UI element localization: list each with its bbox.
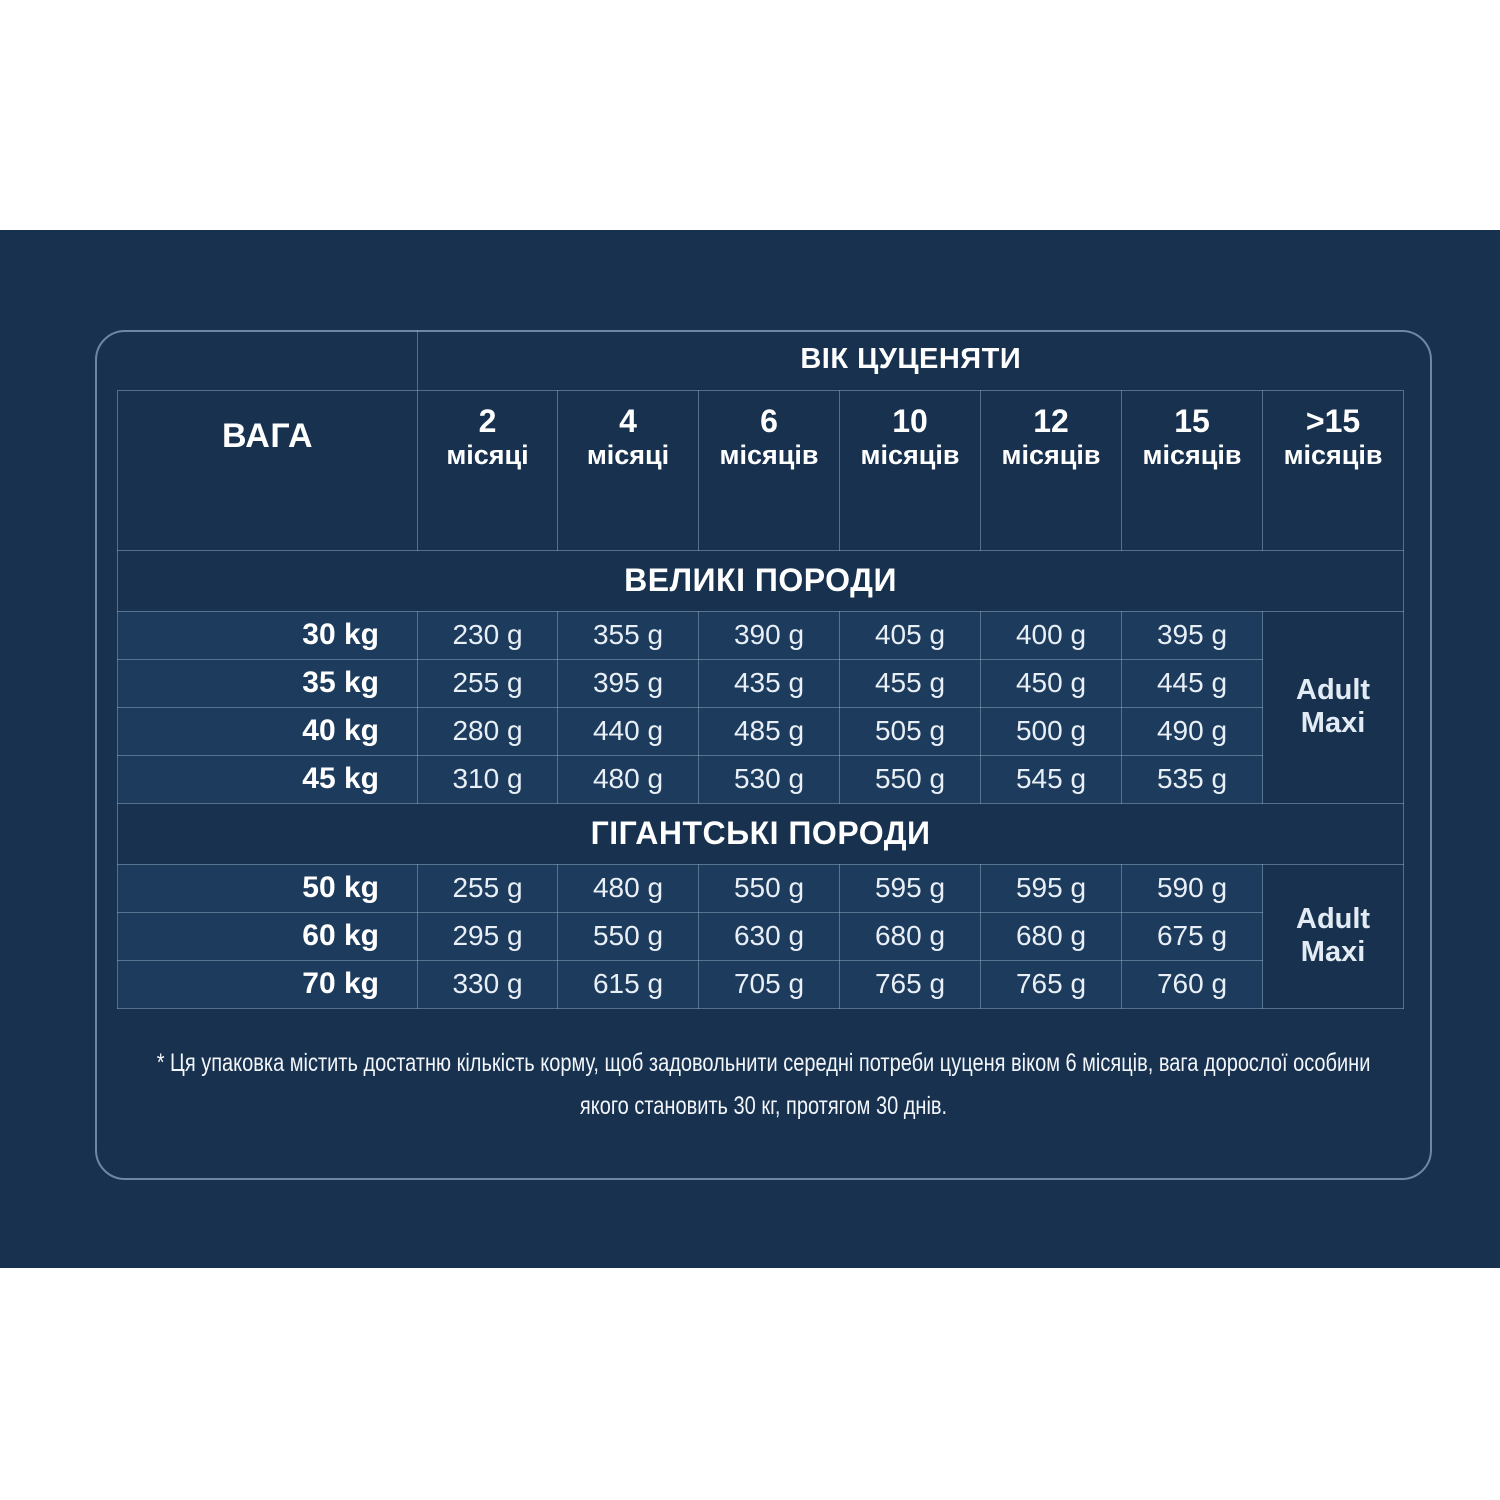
age-unit: місяців bbox=[1283, 439, 1383, 470]
age-unit: місяців bbox=[1001, 439, 1101, 470]
section-header-row-large-breeds bbox=[118, 550, 1404, 611]
amount-cell: 705 g bbox=[699, 960, 840, 1008]
amount-cell: 550 g bbox=[840, 755, 981, 803]
amount-cell: 435 g bbox=[699, 659, 840, 707]
amount-cell: 445 g bbox=[1122, 659, 1263, 707]
section-title-giant-breeds: ГІГАНТСЬКІ ПОРОДИ bbox=[118, 803, 1404, 864]
amount-cell: 595 g bbox=[981, 864, 1122, 912]
amount-cell: 765 g bbox=[981, 960, 1122, 1008]
amount-cell: 450 g bbox=[981, 659, 1122, 707]
amount-cell: 680 g bbox=[840, 912, 981, 960]
amount-cell: 530 g bbox=[699, 755, 840, 803]
age-value: 2 bbox=[478, 402, 497, 439]
age-value: 10 bbox=[892, 402, 928, 439]
amount-cell: 765 g bbox=[840, 960, 981, 1008]
table-row-70kg bbox=[118, 960, 1404, 1008]
footnote-line-1: * Ця упаковка містить достатню кількість корму, щоб задовольнити середні потреби цуценя віком 6 місяців, вага дорослої особини bbox=[156, 1049, 1371, 1077]
weight-cell: 70 kg bbox=[118, 960, 418, 1008]
section-header-row-giant-breeds bbox=[118, 803, 1404, 864]
amount-cell: 455 g bbox=[840, 659, 981, 707]
age-value: 12 bbox=[1033, 402, 1069, 439]
amount-cell: 480 g bbox=[558, 864, 699, 912]
amount-cell: 590 g bbox=[1122, 864, 1263, 912]
age-unit: місяці bbox=[446, 439, 529, 470]
footnote-line-2: якого становить 30 кг, протягом 30 днів. bbox=[579, 1092, 948, 1120]
feeding-table bbox=[117, 330, 1404, 1009]
age-column-header-12m bbox=[981, 390, 1122, 550]
footnote bbox=[97, 1042, 1430, 1128]
table-row-50kg bbox=[118, 864, 1404, 912]
amount-cell: 330 g bbox=[418, 960, 558, 1008]
table-row-30kg bbox=[118, 611, 1404, 659]
adult-maxi-cell-large: Adult Maxi bbox=[1263, 611, 1404, 803]
amount-cell: 505 g bbox=[840, 707, 981, 755]
amount-cell: 395 g bbox=[1122, 611, 1263, 659]
age-unit: місяці bbox=[586, 439, 670, 470]
amount-cell: 545 g bbox=[981, 755, 1122, 803]
age-value: >15 bbox=[1305, 402, 1361, 439]
amount-cell: 295 g bbox=[418, 912, 558, 960]
weight-cell: 30 kg bbox=[118, 611, 418, 659]
amount-cell: 490 g bbox=[1122, 707, 1263, 755]
weight-cell: 45 kg bbox=[118, 755, 418, 803]
age-column-header-4m bbox=[558, 390, 699, 550]
amount-cell: 760 g bbox=[1122, 960, 1263, 1008]
age-unit: місяців bbox=[860, 439, 960, 470]
age-value: 15 bbox=[1174, 402, 1210, 439]
feeding-guide-panel bbox=[95, 330, 1432, 1180]
age-column-header-6m bbox=[699, 390, 840, 550]
column-header-row bbox=[118, 390, 1404, 550]
amount-cell: 615 g bbox=[558, 960, 699, 1008]
amount-cell: 550 g bbox=[558, 912, 699, 960]
amount-cell: 230 g bbox=[418, 611, 558, 659]
amount-cell: 355 g bbox=[558, 611, 699, 659]
empty-corner-cell bbox=[118, 330, 418, 390]
age-value: 6 bbox=[760, 402, 778, 439]
weight-column-header: ВАГА bbox=[118, 390, 418, 550]
age-group-header: ВІК ЦУЦЕНЯТИ bbox=[418, 330, 1404, 390]
weight-cell: 50 kg bbox=[118, 864, 418, 912]
amount-cell: 400 g bbox=[981, 611, 1122, 659]
table-row-60kg bbox=[118, 912, 1404, 960]
weight-cell: 40 kg bbox=[118, 707, 418, 755]
amount-cell: 630 g bbox=[699, 912, 840, 960]
amount-cell: 480 g bbox=[558, 755, 699, 803]
adult-maxi-cell-giant: Adult Maxi bbox=[1263, 864, 1404, 1008]
amount-cell: 500 g bbox=[981, 707, 1122, 755]
weight-cell: 35 kg bbox=[118, 659, 418, 707]
navy-background-band bbox=[0, 230, 1500, 1268]
amount-cell: 405 g bbox=[840, 611, 981, 659]
age-value: 4 bbox=[619, 402, 637, 439]
age-column-header-2m bbox=[418, 390, 558, 550]
amount-cell: 390 g bbox=[699, 611, 840, 659]
age-unit: місяців bbox=[719, 439, 819, 470]
age-column-header-10m bbox=[840, 390, 981, 550]
amount-cell: 595 g bbox=[840, 864, 981, 912]
age-group-header-row bbox=[118, 330, 1404, 390]
section-title-large-breeds: ВЕЛИКІ ПОРОДИ bbox=[118, 550, 1404, 611]
amount-cell: 535 g bbox=[1122, 755, 1263, 803]
table-row-40kg bbox=[118, 707, 1404, 755]
amount-cell: 675 g bbox=[1122, 912, 1263, 960]
amount-cell: 440 g bbox=[558, 707, 699, 755]
age-column-header-15m bbox=[1122, 390, 1263, 550]
weight-cell: 60 kg bbox=[118, 912, 418, 960]
amount-cell: 255 g bbox=[418, 659, 558, 707]
amount-cell: 280 g bbox=[418, 707, 558, 755]
amount-cell: 395 g bbox=[558, 659, 699, 707]
amount-cell: 550 g bbox=[699, 864, 840, 912]
amount-cell: 680 g bbox=[981, 912, 1122, 960]
table-row-35kg bbox=[118, 659, 1404, 707]
age-unit: місяців bbox=[1142, 439, 1242, 470]
amount-cell: 310 g bbox=[418, 755, 558, 803]
table-row-45kg bbox=[118, 755, 1404, 803]
amount-cell: 485 g bbox=[699, 707, 840, 755]
age-column-header-over15m bbox=[1263, 390, 1404, 550]
amount-cell: 255 g bbox=[418, 864, 558, 912]
